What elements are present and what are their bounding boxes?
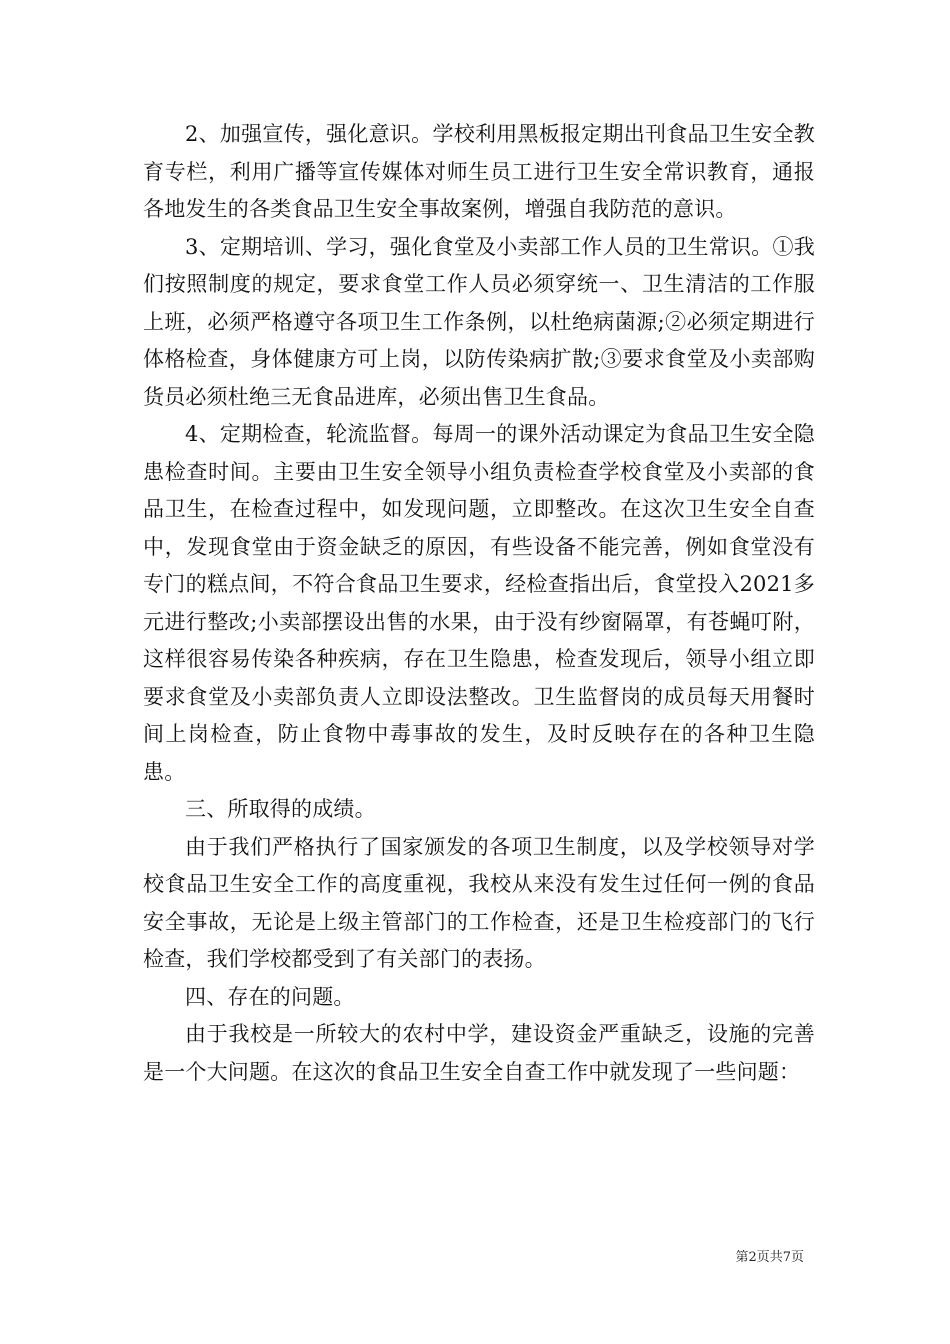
paragraph-training: 3、定期培训、学习，强化食堂及小卖部工作人员的卫生常识。①我们按照制度的规定，要求食堂工作人员必须穿统一、卫生清洁的工作服上班，必须严格遵守各项卫生工作条例，以杜绝病菌源;②必须定期进行体格检查，身体健康方可上岗，以防传染病扩散;③要求食堂及小卖部购货员必须杜绝三无食品进库，必须出售卫生食品。 [143,234,815,409]
section-heading-achievements: 三、所取得的成绩。 [185,797,376,821]
page-number: 第2页共7页 [735,1250,804,1265]
section-heading-problems: 四、存在的问题。 [185,984,355,1009]
paragraph-achievements: 由于我们严格执行了国家颁发的各项卫生制度，以及学校领导对学校食品卫生安全工作的高度重视，我校从来没有发生过任何一例的食品安全事故，无论是上级主管部门的工作检查，还是卫生检疫部门的飞行检查，我们学校都受到了有关部门的表扬。 [143,834,815,971]
paragraph-problems: 由于我校是一所较大的农村中学，建设资金严重缺乏，设施的完善是一个大问题。在这次的食品卫生安全自查工作中就发现了一些问题： [143,1022,815,1084]
document-body [143,116,815,1091]
paragraph-inspection: 4、定期检查，轮流监督。每周一的课外活动课定为食品卫生安全隐患检查时间。主要由卫生安全领导小组负责检查学校食堂及小卖部的食品卫生，在检查过程中，如发现问题，立即整改。在这次卫生安全自查中，发现食堂由于资金缺乏的原因，有些设备不能完善，例如食堂没有专门的糕点间，不符合食品卫生要求，经检查指出后，食堂投入2021多元进行整改;小卖部摆设出售的水果，由于没有纱窗隔罩，有苍蝇叮附，这样很容易传染各种疾病，存在卫生隐患，检查发现后，领导小组立即要求食堂及小卖部负责人立即设法整改。卫生监督岗的成员每天用餐时间上岗检查，防止食物中毒事故的发生，及时反映存在的各种卫生隐患。 [143,422,815,784]
paragraph-publicity: 2、加强宣传，强化意识。学校利用黑板报定期出刊食品卫生安全教育专栏，利用广播等宣传媒体对师生员工进行卫生安全常识教育，通报各地发生的各类食品卫生安全事故案例，增强自我防范的意识。 [143,122,815,221]
